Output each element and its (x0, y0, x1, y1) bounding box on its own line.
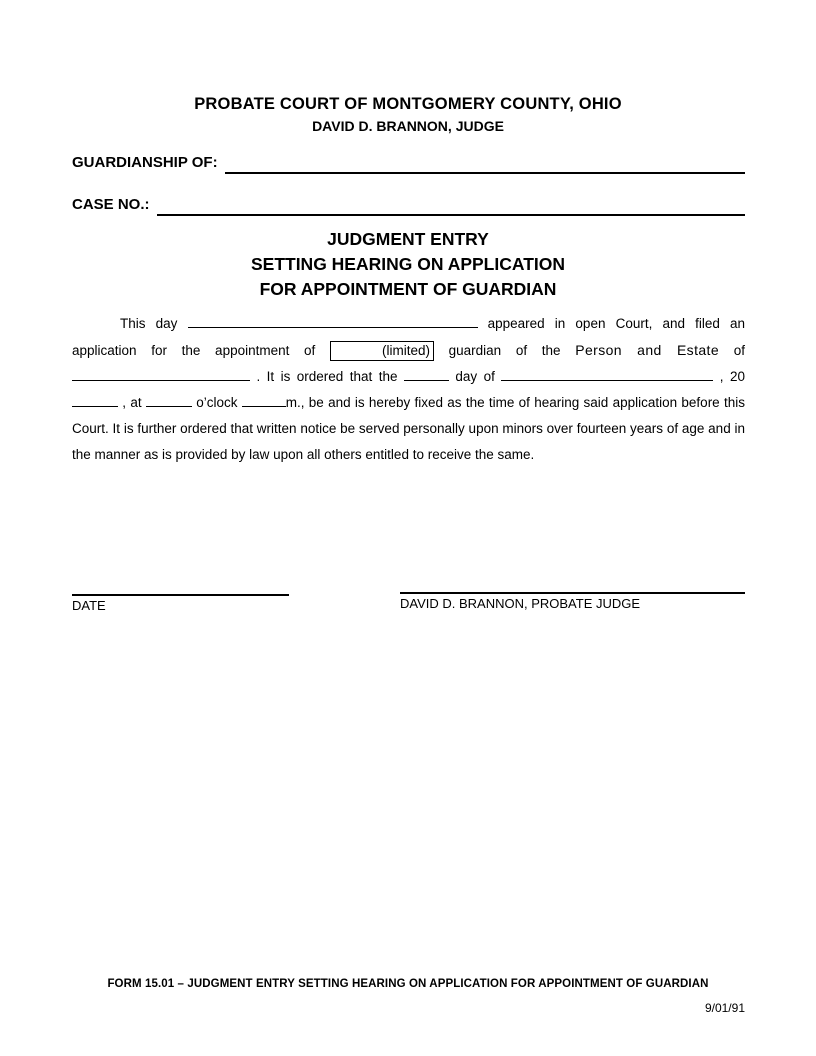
year-field[interactable] (72, 393, 118, 407)
body-text: . It is ordered that the (256, 369, 398, 384)
heading-line-3: FOR APPOINTMENT OF GUARDIAN (259, 279, 557, 299)
body-text: , (719, 369, 724, 384)
body-paragraph (72, 311, 745, 468)
hearing-day-field[interactable] (404, 367, 449, 381)
heading-line-2: SETTING HEARING ON APPLICATION (250, 254, 566, 274)
judge-name: DAVID D. BRANNON, JUDGE (312, 118, 504, 134)
body-text: appeared in open Court, and filed an application for the appointment of (72, 316, 745, 358)
guardianship-field[interactable] (225, 150, 745, 174)
court-title: PROBATE COURT OF MONTGOMERY COUNTY, OHIO (194, 95, 622, 113)
body-text: This day (120, 316, 178, 331)
judge-signature-line[interactable] (400, 592, 745, 611)
hearing-month-field[interactable] (501, 367, 713, 381)
limited-option-box[interactable]: (limited) (330, 341, 434, 361)
body-text: m., be and is hereby fixed as the time of hearing said application before this Court. It is further ordered that written notice be served personally upon minors over fourteen years of age and in the manner as is provided by law upon all others entitled to receive the same. (72, 395, 745, 462)
case-no-row (72, 192, 745, 216)
guardianship-row (72, 150, 745, 174)
date-label: DATE (72, 598, 106, 613)
am-pm-field[interactable] (242, 393, 286, 407)
body-text: o’clock (196, 395, 238, 410)
ward-name-field[interactable] (72, 367, 250, 381)
case-no-label: CASE NO.: (72, 196, 150, 213)
time-field[interactable] (146, 393, 192, 407)
applicant-name-field[interactable] (188, 314, 478, 328)
form-footer-title: FORM 15.01 – JUDGMENT ENTRY SETTING HEARING ON APPLICATION FOR APPOINTMENT OF GUARDIAN (107, 978, 709, 990)
body-text: of (733, 343, 745, 358)
body-text: guardian of the (448, 343, 561, 358)
date-signature-line[interactable] (72, 594, 289, 613)
judgment-entry-heading (0, 227, 816, 302)
body-text: 20 (729, 369, 745, 384)
body-text: , at (122, 395, 142, 410)
body-text: day of (455, 369, 495, 384)
guardianship-label: GUARDIANSHIP OF: (72, 154, 218, 171)
heading-line-1: JUDGMENT ENTRY (327, 229, 489, 249)
person-estate-field-value[interactable]: Person and Estate (575, 342, 720, 358)
judge-signature-label: DAVID D. BRANNON, PROBATE JUDGE (400, 596, 641, 611)
case-no-field[interactable] (157, 192, 745, 216)
revision-date: 9/01/91 (704, 1001, 745, 1015)
